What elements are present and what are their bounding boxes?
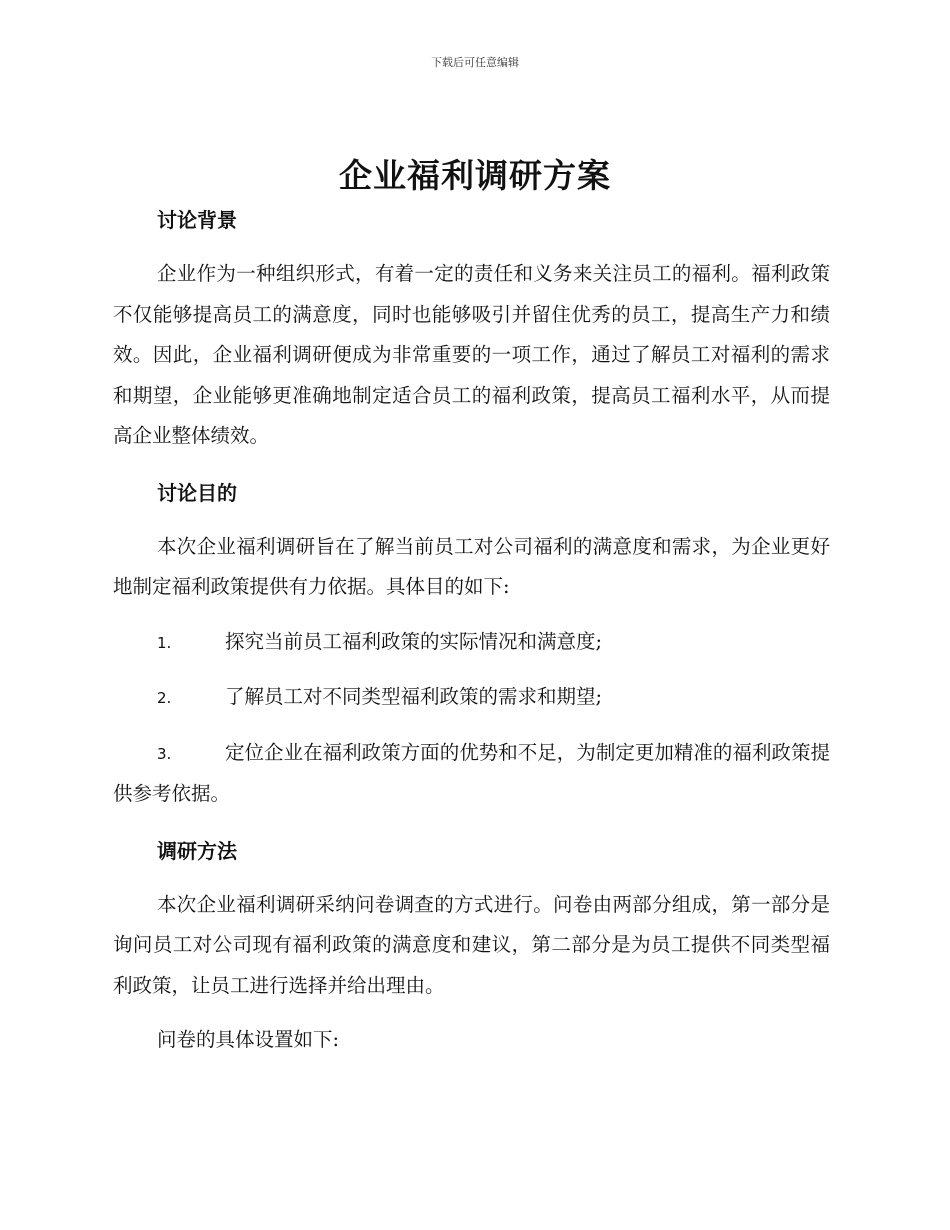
method-paragraph-2: 问卷的具体设置如下: (157, 1028, 340, 1051)
section-heading-purpose: 讨论目的 (157, 480, 237, 505)
purpose-paragraph: 本次企业福利调研旨在了解当前员工对公司福利的满意度和需求，为企业更好地制定福利政策提供有力依据。具体目的如下: (113, 534, 830, 598)
method-paragraph: 本次企业福利调研采纳问卷调查的方式进行。问卷由两部分组成，第一部分是询问员工对公司现有福利政策的满意度和建议，第二部分是为员工提供不同类型福利政策，让员工进行选择并给出理由。 (113, 892, 830, 997)
list-item (113, 622, 830, 664)
list-item (113, 677, 830, 719)
section-heading-background: 讨论背景 (157, 208, 237, 232)
list-item-number: 1. (157, 633, 172, 652)
list-item-text: 定位企业在福利政策方面的优势和不足，为制定更加精准的福利政策提供参考依据。 (113, 740, 830, 805)
list-item-text: 探究当前员工福利政策的实际情况和满意度; (225, 629, 603, 653)
document-body (113, 200, 830, 1061)
header-note: 下载后可任意编辑 (431, 56, 519, 69)
document-title: 企业福利调研方案 (339, 156, 611, 195)
list-item-number: 3. (157, 744, 172, 763)
list-item-number: 2. (157, 689, 172, 707)
section-heading-method: 调研方法 (157, 838, 237, 863)
list-item (113, 733, 830, 815)
list-item-text: 了解员工对不同类型福利政策的需求和期望; (225, 685, 603, 708)
background-paragraph: 企业作为一种组织形式，有着一定的责任和义务来关注员工的福利。福利政策不仅能够提高员工的满意度，同时也能够吸引并留住优秀的员工，提高生产力和绩效。因此，企业福利调研便成为非常重要的一项工作，通过了解员工对福利的需求和期望，企业能够更准确地制定适合员工的福利政策，提高员工福利水平，从而提高企业整体绩效。 (113, 262, 830, 447)
